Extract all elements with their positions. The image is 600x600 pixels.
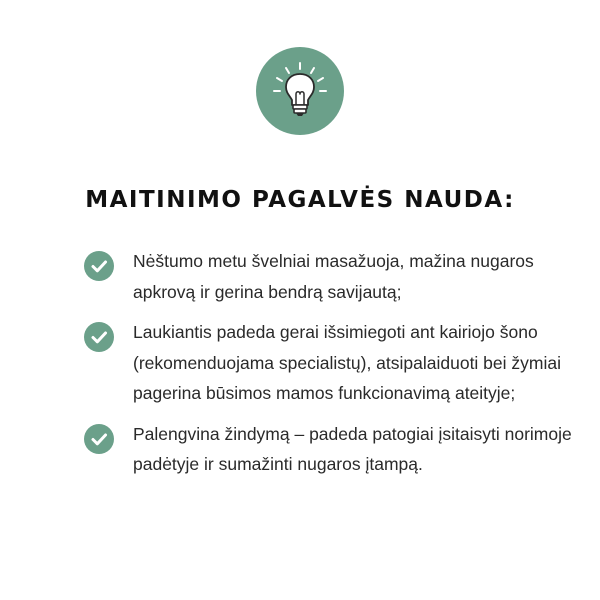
list-item [84,419,574,480]
benefit-text: Laukiantis padeda gerai išsimiegoti ant kairiojo šono (rekomenduojama specialistų), atsipalaiduoti bei žymiai pagerina būsimos mamos funkcionavimą ateityje; [133,322,561,403]
check-icon [84,322,114,352]
benefit-text: Nėštumo metu švelniai masažuoja, mažina nugaros apkrovą ir gerina bendrą savijautą; [133,251,534,302]
check-icon [84,251,114,281]
benefit-text: Palengvina žindymą – padeda patogiai įsitaisyti norimoje padėtyje ir sumažinti nugaros įtampą. [133,423,572,474]
benefits-list [84,246,574,490]
list-item [84,317,574,409]
check-icon [84,424,114,454]
page-title: MAITINIMO PAGALVĖS NAUDA: [85,187,515,214]
lightbulb-icon [256,47,344,135]
list-item [84,246,574,307]
